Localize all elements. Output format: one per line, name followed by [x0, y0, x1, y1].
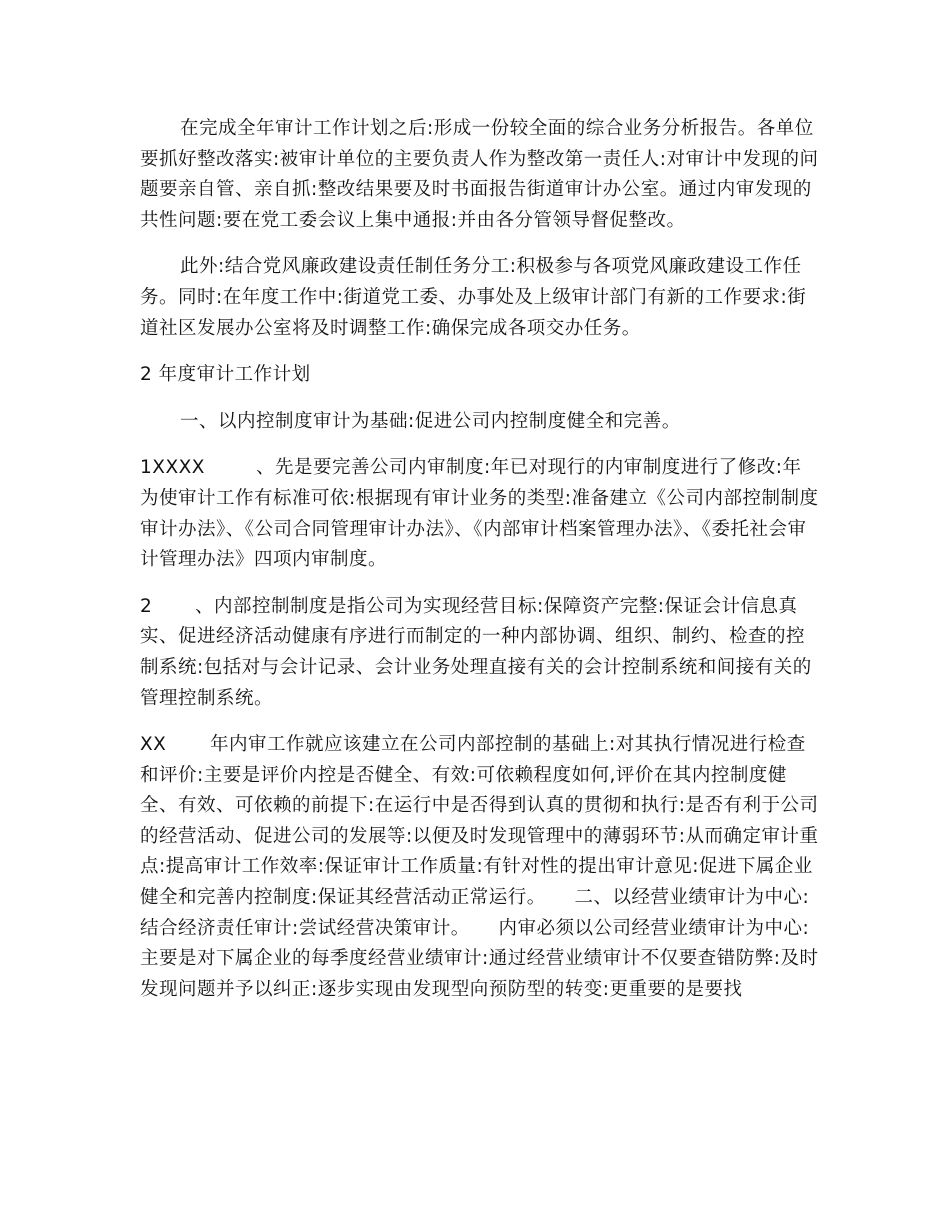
item-three-text: 年内审工作就应该建立在公司内部控制的基础上:对其执行情况进行检查和评价:主要是评价内控是否健全、有效:可依赖程度如何,评价在其内控制度健全、有效、可依赖的前提下:在运行中是否得到认真的贯彻和执行:是否有利于公司的经营活动、促进公司的发展等:以便及时发现管理中的薄弱环节:从而确定审计重点:提高审计工作效率:保证审计工作质量:有针对性的提出审计意见:促进下属企业健全和完善内控制度:保证其经营活动正常运行。 二、以经营业绩审计为中心:结合经济责任审计:尝试经营决策审计。 内审必须以公司经营业绩审计为中心:主要是对下属企业的每季度经营业绩审计:通过经营业绩审计不仅要查错防弊:及时发现问题并予以纠正:逐步实现由发现型向预防型的转变:更重要的是要找	[140, 734, 819, 1000]
paragraph-party-work: 此外:结合党风廉政建设责任制任务分工:积极参与各项党风廉政建设工作任务。同时:在年度工作中:街道党工委、办事处及上级审计部门有新的工作要求:街道社区发展办公室将及时调整工作:确保完成各项交办任务。	[140, 256, 807, 339]
item-three	[140, 730, 820, 1005]
item-one-number: 1XXXX	[140, 457, 205, 479]
item-three-number: XX	[140, 734, 167, 756]
section-one-title: 一、以内控制度审计为基础:促进公司内控制度健全和完善。	[180, 410, 681, 432]
item-one	[140, 453, 820, 575]
item-one-text: 、先是要完善公司内审制度:年已对现行的内审制度进行了修改:年为使审计工作有标准可依:根据现有审计业务的类型:准备建立《公司内部控制制度审计办法》、《公司合同管理审计办法》、《内部审计档案管理办法》、《委托社会审计管理办法》四项内审制度。	[140, 457, 819, 571]
paragraph-rectification: 在完成全年审计工作计划之后:形成一份较全面的综合业务分析报告。各单位要抓好整改落实:被审计单位的主要负责人作为整改第一责任人:对审计中发现的问题要亲自管、亲自抓:整改结果要及时书面报告街道审计办公室。通过内审发现的共性问题:要在党工委会议上集中通报:并由各分管领导督促整改。	[140, 118, 819, 231]
item-two-text: 、内部控制制度是指公司为实现经营目标:保障资产完整:保证会计信息真实、促进经济活动健康有序进行而制定的一种内部协调、组织、制约、检查的控制系统:包括对与会计记录、会计业务处理直接有关的会计控制系统和间接有关的管理控制系统。	[140, 595, 812, 709]
item-two	[140, 592, 820, 714]
document-page	[140, 114, 820, 1021]
section-heading: 2 年度审计工作计划	[140, 364, 311, 386]
item-two-number: 2	[140, 595, 153, 617]
